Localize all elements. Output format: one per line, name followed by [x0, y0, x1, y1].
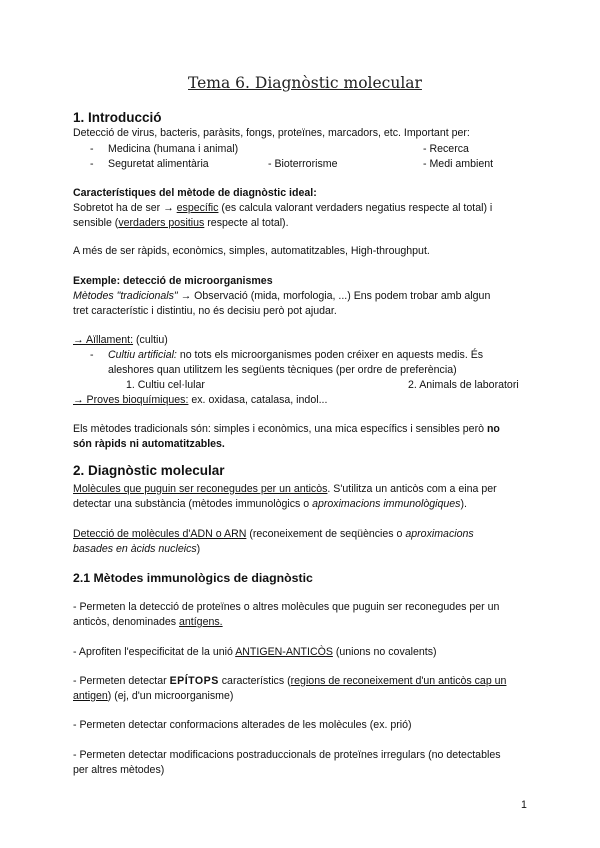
- isolation-line: → Aïllament: (cultiu): [73, 334, 168, 346]
- characteristics-heading: Característiques del mètode de diagnòstic ideal:: [73, 187, 317, 199]
- molecular-p2-line-1: Detecció de molècules d'ADN o ARN (reconeixement de seqüències o aproximacions: [73, 528, 474, 540]
- culture-line-2: aleshores quan utilitzem les següents tècniques (per ordre de preferència): [108, 364, 457, 376]
- use-medi-ambient: - Medi ambient: [423, 158, 494, 170]
- immuno-point-4: - Permeten detectar conformacions alterades de les molècules (ex. prió): [73, 719, 412, 731]
- use-bioterrorisme: - Bioterrorisme: [268, 158, 338, 170]
- summary-line-1: Els mètodes tradicionals són: simples i econòmics, una mica específics i sensibles però no: [73, 423, 500, 435]
- use-medicina: Medicina (humana i animal): [108, 143, 239, 155]
- numbered-item-1: 1. Cultiu cel·lular: [126, 379, 205, 391]
- section-2-heading: 2. Diagnòstic molecular: [73, 463, 225, 478]
- molecular-p1-line-2: detectar una substància (mètodes immunològics o aproximacions immunològiques).: [73, 498, 467, 510]
- page-number: 1: [521, 799, 527, 811]
- extra-properties: A més de ser ràpids, econòmics, simples, automatitzables, High-throughput.: [73, 245, 430, 257]
- bullet-dash: -: [90, 349, 94, 361]
- use-recerca: - Recerca: [423, 143, 469, 155]
- immuno-point-1-line-2: anticòs, denominades antígens.: [73, 616, 223, 628]
- section-1-heading: 1. Introducció: [73, 110, 162, 125]
- molecular-p2-line-2: basades en àcids nucleics): [73, 543, 201, 555]
- bullet-dash: -: [90, 143, 94, 155]
- biochemical-tests-line: → Proves bioquímiques: ex. oxidasa, catalasa, indol...: [73, 394, 328, 406]
- immuno-point-5-line-1: - Permeten detectar modificacions postraduccionals de proteïnes irregulars (no detectables: [73, 749, 501, 761]
- culture-line-1: Cultiu artificial: no tots els microorganismes poden créixer en aquests medis. És: [108, 349, 484, 361]
- immuno-point-3-line-1: - Permeten detectar EPÍTOPS característics (regions de reconeixement d'un anticòs cap un: [73, 675, 507, 687]
- molecular-p1-line-1: Molècules que puguin ser reconegudes per un anticòs. S'utilitza un anticòs com a eina per: [73, 483, 497, 495]
- immuno-point-2: - Aprofiten l'especificitat de la unió ANTIGEN-ANTICÒS (unions no covalents): [73, 646, 437, 658]
- characteristics-line-2: sensible (verdaders positius respecte al total).: [73, 217, 289, 229]
- traditional-methods-line-2: tret característic i distintiu, no és decisiu però pot ajudar.: [73, 305, 337, 317]
- numbered-item-2: 2. Animals de laboratori: [408, 379, 519, 391]
- immuno-point-1-line-1: - Permeten la detecció de proteïnes o altres molècules que puguin ser reconegudes per un: [73, 601, 500, 613]
- example-heading: Exemple: detecció de microorganismes: [73, 275, 273, 287]
- traditional-methods-line-1: Mètodes "tradicionals" → Observació (mida, morfologia, ...) Ens podem trobar amb algun: [73, 290, 491, 302]
- section-2-1-heading: 2.1 Mètodes immunològics de diagnòstic: [73, 571, 313, 585]
- bullet-dash: -: [90, 158, 94, 170]
- characteristics-line-1: Sobretot ha de ser → específic (es calcula valorant verdaders negatius respecte al total) i: [73, 202, 493, 214]
- immuno-point-5-line-2: per altres mètodes): [73, 764, 165, 776]
- summary-line-2: són ràpids ni automatitzables.: [73, 438, 225, 450]
- use-seguretat: Seguretat alimentària: [108, 158, 209, 170]
- immuno-point-3-line-2: antigen) (ej, d'un microorganisme): [73, 690, 234, 702]
- intro-text: Detecció de virus, bacteris, paràsits, fongs, proteïnes, marcadors, etc. Important per:: [73, 127, 470, 139]
- page-title: Tema 6. Diagnòstic molecular: [188, 74, 422, 92]
